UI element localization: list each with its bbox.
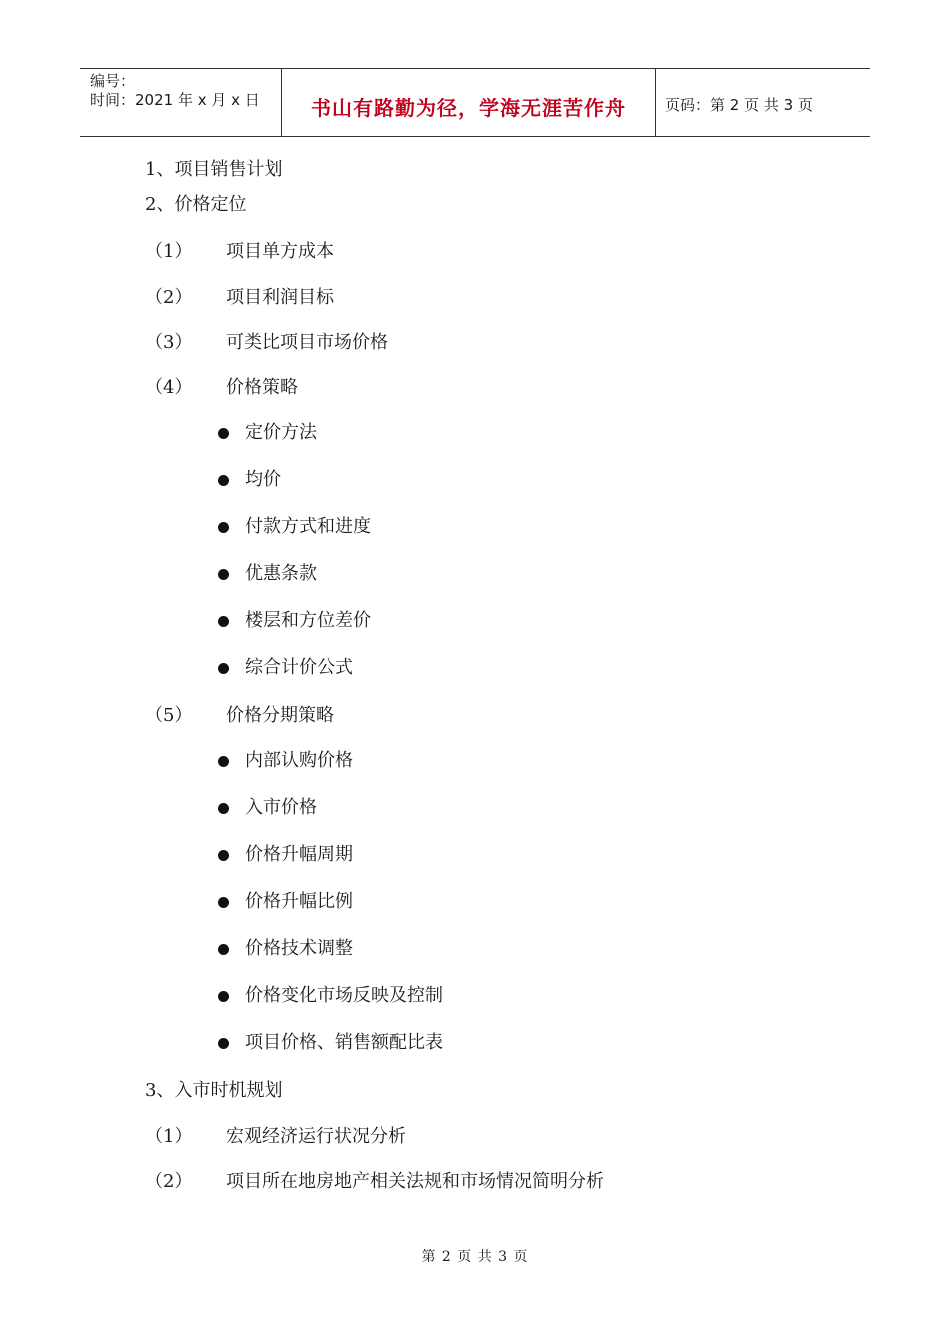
item-number: （1） bbox=[145, 1126, 193, 1147]
bullet-icon bbox=[218, 803, 229, 814]
bullet-icon bbox=[218, 475, 229, 486]
bullet-item: 价格升幅周期 bbox=[245, 844, 353, 865]
header-page-cell bbox=[655, 69, 870, 136]
header-info-cell bbox=[80, 69, 281, 136]
item-number: （3） bbox=[145, 332, 193, 353]
bullet-item: 价格变化市场反映及控制 bbox=[245, 985, 443, 1006]
section-heading: 2、价格定位 bbox=[145, 194, 247, 215]
bullet-item: 定价方法 bbox=[245, 422, 317, 443]
item-number: （5） bbox=[145, 705, 193, 726]
bullet-icon bbox=[218, 1038, 229, 1049]
item-number: （2） bbox=[145, 287, 193, 308]
bullet-icon bbox=[218, 756, 229, 767]
bullet-item: 楼层和方位差价 bbox=[245, 610, 371, 631]
bullet-item: 价格技术调整 bbox=[245, 938, 353, 959]
bullet-icon bbox=[218, 850, 229, 861]
item-number: （4） bbox=[145, 377, 193, 398]
bullet-item: 内部认购价格 bbox=[245, 750, 353, 771]
item-text: 项目所在地房地产相关法规和市场情况简明分析 bbox=[226, 1171, 604, 1192]
item-text: 可类比项目市场价格 bbox=[226, 332, 388, 353]
item-text: 项目利润目标 bbox=[226, 287, 334, 308]
time-label: 时间：2021 年 x 月 x 日 bbox=[90, 91, 260, 109]
item-text: 项目单方成本 bbox=[226, 241, 334, 262]
bullet-icon bbox=[218, 569, 229, 580]
item-text: 价格分期策略 bbox=[226, 705, 334, 726]
item-text: 宏观经济运行状况分析 bbox=[226, 1126, 406, 1147]
motto: 书山有路勤为径，学海无涯苦作舟 bbox=[311, 96, 626, 120]
header-page-info: 页码：第 2 页 共 3 页 bbox=[665, 96, 813, 114]
bullet-item: 优惠条款 bbox=[245, 563, 317, 584]
bullet-item: 入市价格 bbox=[245, 797, 317, 818]
bullet-icon bbox=[218, 991, 229, 1002]
bullet-icon bbox=[218, 428, 229, 439]
bullet-item: 价格升幅比例 bbox=[245, 891, 353, 912]
bullet-icon bbox=[218, 522, 229, 533]
item-number: （2） bbox=[145, 1171, 193, 1192]
bullet-icon bbox=[218, 663, 229, 674]
section-heading: 1、项目销售计划 bbox=[145, 159, 283, 180]
bullet-item: 均价 bbox=[245, 469, 281, 490]
bullet-item: 项目价格、销售额配比表 bbox=[245, 1032, 443, 1053]
section-heading: 3、入市时机规划 bbox=[145, 1080, 283, 1101]
item-number: （1） bbox=[145, 241, 193, 262]
bullet-icon bbox=[218, 897, 229, 908]
page-header bbox=[80, 68, 870, 137]
number-label: 编号： bbox=[90, 72, 136, 90]
page-footer: 第 2 页 共 3 页 bbox=[421, 1249, 529, 1265]
bullet-item: 付款方式和进度 bbox=[245, 516, 371, 537]
bullet-icon bbox=[218, 616, 229, 627]
bullet-item: 综合计价公式 bbox=[245, 657, 353, 678]
item-text: 价格策略 bbox=[226, 377, 298, 398]
bullet-icon bbox=[218, 944, 229, 955]
header-motto-cell bbox=[281, 69, 656, 136]
